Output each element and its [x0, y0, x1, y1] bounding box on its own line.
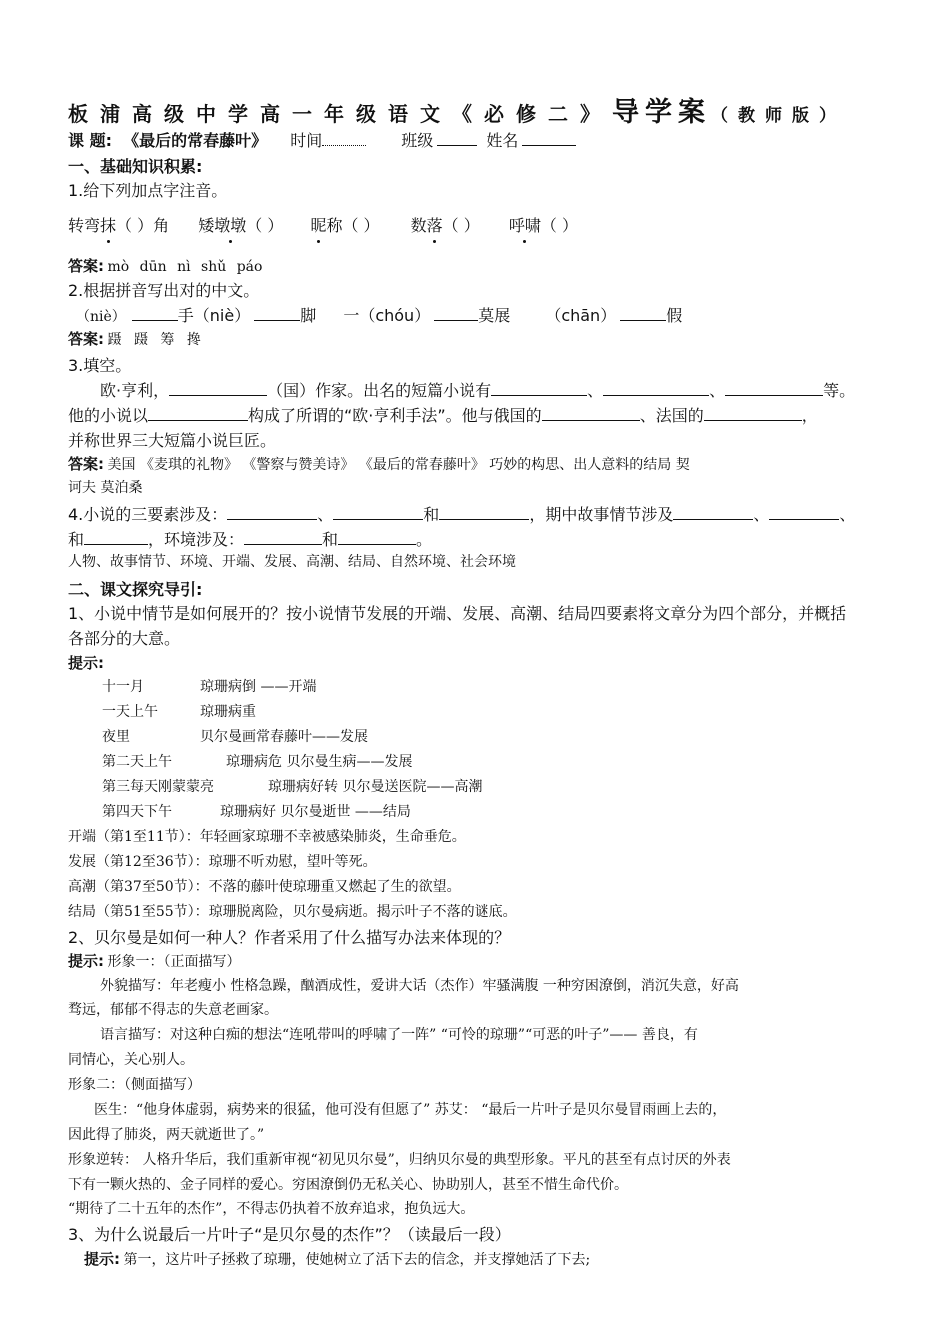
s2-q2-hint: 提示: 形象一：（正面描写） — [68, 952, 241, 970]
q3-answer: 答案: 美国 《麦琪的礼物》 《警察与赞美诗》 《最后的常春藤叶》 巧妙的构思、出人意料的结局 契 — [68, 455, 690, 473]
q3-line1: 欧·亨利， （国）作家。出名的短篇小说有 、 、 等。 — [100, 381, 856, 400]
image2-line: 形象二：（侧面描写） — [68, 1077, 201, 1093]
q1-items — [68, 213, 578, 236]
class-label: 班级 — [401, 131, 434, 150]
title-big: 导学案 — [612, 97, 711, 128]
q3-line2: 他的小说以 构成了所谓的“欧·亨利手法”。他与俄国的 、法国的 ， — [68, 406, 818, 425]
q1-item: 昵称（ ） — [310, 216, 379, 235]
s2-q1-line1: 1、小说中情节是如何展开的？按小说情节发展的开端、发展、高潮、结局四要素将文章分为四个部分，并概括 — [68, 604, 847, 623]
q1-item: 呼啸（ ） — [509, 216, 578, 235]
appearance-line2: 骛远，郁郁不得志的失意老画家。 — [68, 1002, 278, 1018]
section1-heading: 一、基础知识积累: — [68, 157, 203, 176]
q4-answer: 人物、故事情节、环境、开端、发展、高潮、结局、自然环境、社会环境 — [68, 554, 516, 570]
summary-line: 结局（第51至55节）：琼珊脱离险，贝尔曼病逝。揭示叶子不落的谜底。 — [68, 904, 517, 920]
name-label: 姓名 — [486, 131, 519, 150]
name-blank — [522, 131, 576, 146]
topic-label: 课 题: — [68, 131, 112, 150]
s2-q1-line2: 各部分的大意。 — [68, 629, 181, 648]
s2-q1-hint-label: 提示: — [68, 654, 104, 672]
doctor-line2: 因此得了肺炎，两天就逝世了。” — [68, 1127, 265, 1143]
lesson-title: 《最后的常春藤叶》 — [123, 131, 268, 150]
topic-line — [68, 128, 576, 151]
time-label: 时间 — [290, 131, 323, 150]
q3-line3: 并称世界三大短篇小说巨匠。 — [68, 431, 277, 450]
q3-prompt: 3.填空。 — [68, 356, 132, 375]
doctor-line1: 医生：“他身体虚弱，病势来的很猛，他可没有但愿了” 苏艾： “最后一片叶子是贝尔曼冒雨画上去的， — [94, 1102, 727, 1118]
s2-q2-question: 2、贝尔曼是如何一种人？作者采用了什么描写办法来体现的？ — [68, 928, 511, 947]
q4-line1: 4.小说的三要素涉及： 、 和 ，期中故事情节涉及 、 、 — [68, 505, 856, 524]
page-title — [68, 90, 846, 129]
q1-item: 数落（ ） — [411, 216, 480, 235]
summary-line: 高潮（第37至50节）：不落的藤叶使琼珊重又燃起了生的欲望。 — [68, 879, 461, 895]
speech-line1: 语言描写：对这种白痴的想法“连吼带叫的呼啸了一阵” “可怜的琼珊”“可恶的叶子”—— 善良，有 — [100, 1027, 698, 1043]
timeline-row: 十一月 琼珊病倒 ——开端 — [102, 679, 317, 695]
q4-line2: 和 ，环境涉及： 和 。 — [68, 530, 433, 549]
timeline-row: 第二天上午 琼珊病危 贝尔曼生病——发展 — [102, 754, 413, 770]
time-blank — [322, 131, 366, 146]
summary-line: 开端（第1至11节）：年轻画家琼珊不幸被感染肺炎，生命垂危。 — [68, 829, 466, 845]
q2-items: （niè） 手（niè） 脚 一（chóu） 莫展 （chān） 假 — [76, 306, 683, 325]
reversal-line1: 形象逆转： 人格升华后，我们重新审视“初见贝尔曼”，归纳贝尔曼的典型形象。平凡的甚至有点讨厌的外表 — [68, 1152, 731, 1168]
q1-answer: 答案: mò dūn nì shǔ páo — [68, 257, 263, 275]
reversal-line2: 下有一颗火热的、金子同样的爱心。穷困潦倒仍无私关心、协助别人，甚至不惜生命代价。 — [68, 1177, 628, 1193]
appearance-line1: 外貌描写：年老瘦小 性格急躁，酗酒成性，爱讲大话（杰作）牢骚满腹 一种穷困潦倒，消沉失意，好高 — [100, 978, 739, 994]
masterpiece-line: “期待了二十五年的杰作”，不得志仍执着不放弃追求，抱负远大。 — [68, 1201, 475, 1217]
summary-line: 发展（第12至36节）：琼珊不听劝慰，望叶等死。 — [68, 854, 377, 870]
timeline-row: 一天上午 琼珊病重 — [102, 704, 256, 720]
timeline-row: 第四天下午 琼珊病好 贝尔曼逝世 ——结局 — [102, 804, 411, 820]
class-blank — [437, 131, 477, 146]
q1-item: 转弯抹（ ）角 — [68, 216, 169, 235]
q1-prompt: 1.给下列加点字注音。 — [68, 181, 228, 200]
s2-q3-question: 3、为什么说最后一片叶子“是贝尔曼的杰作”？（读最后一段） — [68, 1225, 511, 1244]
title-main: 板浦高级中学高一年级语文《必修二》 — [68, 102, 612, 126]
q2-answer: 答案: 蹑 蹑 筹 搀 — [68, 330, 201, 348]
section2-heading: 二、课文探究导引: — [68, 580, 203, 599]
speech-line2: 同情心，关心别人。 — [68, 1052, 194, 1068]
s2-q3-hint: 提示: 第一，这片叶子拯救了琼珊，使她树立了活下去的信念，并支撑她活了下去; — [84, 1250, 591, 1268]
title-edition: （教师版） — [711, 106, 846, 126]
q1-item: 矮墩墩（ ） — [198, 216, 283, 235]
q3-answer-line2: 诃夫 莫泊桑 — [68, 480, 143, 496]
q2-prompt: 2.根据拼音写出对的中文。 — [68, 281, 260, 300]
timeline-row: 夜里 贝尔曼画常春藤叶——发展 — [102, 729, 368, 745]
timeline-row: 第三每天刚蒙蒙亮 琼珊病好转 贝尔曼送医院——高潮 — [102, 779, 483, 795]
